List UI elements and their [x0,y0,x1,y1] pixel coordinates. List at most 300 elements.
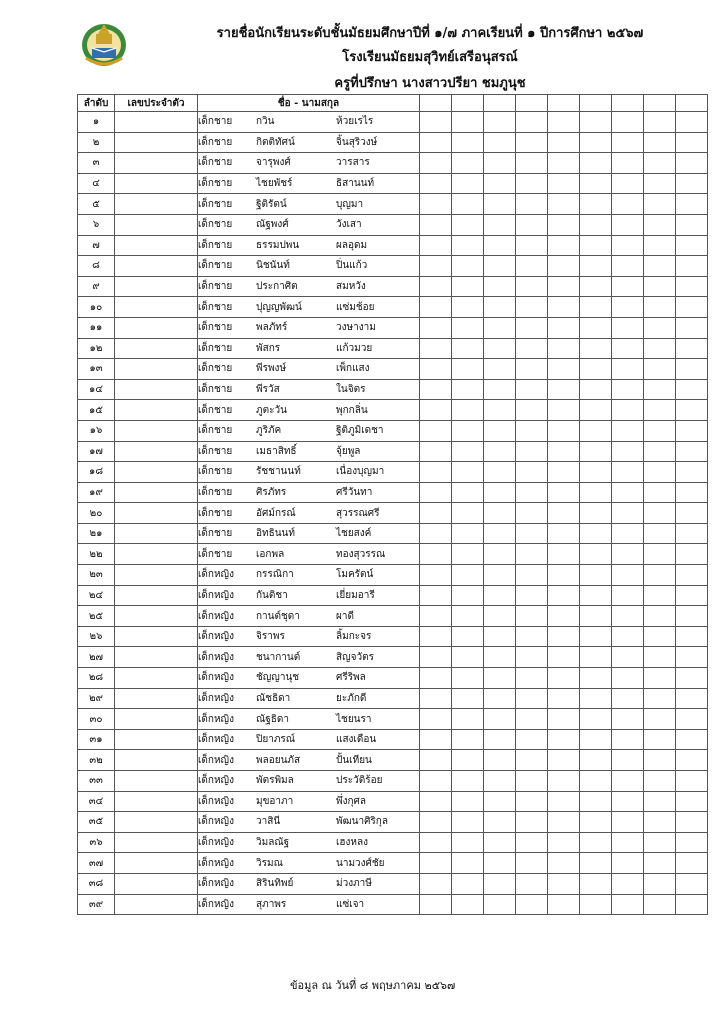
blank-cell [644,729,676,750]
blank-cell [452,482,484,503]
blank-cell [452,544,484,565]
blank-cell [420,503,452,524]
student-name-cell [198,379,420,400]
row-number: ๒๑ [78,523,115,544]
blank-cell [484,688,516,709]
blank-column-header [452,95,484,112]
blank-cell [676,317,708,338]
blank-cell [452,276,484,297]
blank-cell [644,750,676,771]
row-number: ๑๕ [78,400,115,421]
student-title: เด็กหญิง [198,775,234,787]
student-id-cell [115,812,198,833]
student-last-name: พัฒนาศิริกุล [336,816,388,828]
blank-cell [580,709,612,730]
blank-cell [484,647,516,668]
blank-cell [516,317,548,338]
row-number: ๑๘ [78,462,115,483]
table-row [78,400,708,421]
blank-cell [612,214,644,235]
blank-cell [452,173,484,194]
student-id-cell [115,462,198,483]
blank-cell [452,709,484,730]
student-id-cell [115,791,198,812]
student-first-name: ภูริภัค [256,425,282,437]
blank-cell [516,729,548,750]
student-title: เด็กชาย [198,363,233,375]
blank-cell [548,626,580,647]
student-last-name: ผาดี [336,610,354,622]
student-last-name: ศรีริพล [336,672,366,684]
student-title: เด็กชาย [198,322,233,334]
blank-cell [420,894,452,915]
blank-cell [420,173,452,194]
blank-cell [676,771,708,792]
student-title: เด็กหญิง [198,857,234,869]
row-number: ๑๑ [78,317,115,338]
blank-cell [420,256,452,277]
blank-cell [676,235,708,256]
blank-cell [548,338,580,359]
blank-cell [420,709,452,730]
blank-cell [452,359,484,380]
blank-cell [612,565,644,586]
blank-cell [644,585,676,606]
blank-cell [580,771,612,792]
blank-cell [452,112,484,133]
blank-cell [484,832,516,853]
blank-cell [644,338,676,359]
blank-cell [580,585,612,606]
student-first-name: กานต์ชุดา [256,610,300,622]
blank-cell [580,812,612,833]
blank-cell [484,585,516,606]
blank-cell [676,503,708,524]
blank-cell [516,606,548,627]
student-title: เด็กชาย [198,404,233,416]
blank-cell [420,359,452,380]
row-number: ๓๔ [78,791,115,812]
table-row [78,626,708,647]
student-id-cell [115,338,198,359]
blank-cell [420,544,452,565]
table-row [78,647,708,668]
blank-cell [612,297,644,318]
student-title: เด็กหญิง [198,878,234,890]
row-number: ๓๒ [78,750,115,771]
student-roster-table [77,94,708,915]
student-first-name: สิรินทิพย์ [256,878,294,890]
col-header-number: ลำดับ [78,95,115,112]
student-title: เด็กหญิง [198,837,234,849]
blank-cell [484,606,516,627]
blank-cell [612,235,644,256]
student-first-name: ณัฐธิดา [256,713,290,725]
blank-cell [516,235,548,256]
blank-cell [484,173,516,194]
blank-column-header [516,95,548,112]
blank-cell [484,894,516,915]
student-title: เด็กหญิง [198,610,234,622]
student-name-cell [198,317,420,338]
blank-cell [452,606,484,627]
table-row [78,750,708,771]
row-number: ๑ [78,112,115,133]
blank-cell [420,585,452,606]
blank-cell [484,503,516,524]
blank-cell [484,400,516,421]
blank-cell [484,853,516,874]
student-name-cell [198,709,420,730]
student-id-cell [115,832,198,853]
row-number: ๓ [78,153,115,174]
student-title: เด็กชาย [198,301,233,313]
student-first-name: ศิรภัทร [256,486,287,498]
student-last-name: จุ้ยพูล [336,445,361,457]
blank-cell [580,420,612,441]
blank-cell [644,709,676,730]
student-title: เด็กชาย [198,136,233,148]
blank-column-header [676,95,708,112]
blank-cell [644,112,676,133]
student-last-name: ปั้นเทียน [336,754,372,766]
student-last-name: แซ่มช้อย [336,301,375,313]
student-title: เด็กหญิง [198,672,234,684]
row-number: ๑๗ [78,441,115,462]
table-row [78,668,708,689]
blank-cell [516,771,548,792]
blank-cell [580,503,612,524]
row-number: ๒๙ [78,688,115,709]
blank-cell [548,709,580,730]
row-number: ๑๔ [78,379,115,400]
blank-cell [548,462,580,483]
blank-cell [452,379,484,400]
blank-cell [420,112,452,133]
table-row [78,832,708,853]
student-id-cell [115,544,198,565]
student-name-cell [198,873,420,894]
blank-cell [644,359,676,380]
student-name-cell [198,359,420,380]
data-date-footer: ข้อมูล ณ วันที่ ๘ พฤษภาคม ๒๕๖๗ [290,979,456,992]
student-last-name: ทองสุวรรณ [336,548,386,560]
blank-cell [612,482,644,503]
blank-cell [484,441,516,462]
blank-cell [516,153,548,174]
student-last-name: ไชยสงค์ [336,528,372,540]
table-row [78,729,708,750]
blank-cell [420,626,452,647]
student-name-cell [198,523,420,544]
blank-cell [676,812,708,833]
blank-cell [516,420,548,441]
blank-cell [420,214,452,235]
blank-cell [644,647,676,668]
student-id-cell [115,750,198,771]
school-name: โรงเรียนมัธยมสุวิทย์เสรีอนุสรณ์ [342,50,518,65]
student-last-name: ฐิติภูมิเดชา [336,425,384,437]
student-last-name: พึ่งกุศล [336,795,367,807]
blank-cell [484,359,516,380]
blank-cell [612,544,644,565]
blank-cell [548,379,580,400]
blank-cell [420,647,452,668]
student-id-cell [115,112,198,133]
blank-cell [676,750,708,771]
student-id-cell [115,709,198,730]
student-title: เด็กชาย [198,281,233,293]
blank-cell [516,359,548,380]
student-name-cell [198,173,420,194]
blank-cell [452,688,484,709]
student-id-cell [115,276,198,297]
table-row [78,503,708,524]
blank-cell [580,894,612,915]
blank-cell [644,194,676,215]
blank-cell [548,503,580,524]
row-number: ๒๘ [78,668,115,689]
table-row [78,791,708,812]
student-first-name: จารุพงศ์ [256,157,291,169]
student-title: เด็กชาย [198,342,233,354]
student-name-cell [198,400,420,421]
blank-cell [452,626,484,647]
blank-cell [516,462,548,483]
blank-cell [420,873,452,894]
blank-cell [580,256,612,277]
blank-cell [516,194,548,215]
student-title: เด็กชาย [198,260,233,272]
blank-cell [612,873,644,894]
student-title: เด็กชาย [198,528,233,540]
blank-cell [452,194,484,215]
blank-cell [548,276,580,297]
student-name-cell [198,441,420,462]
row-number: ๑๖ [78,420,115,441]
blank-cell [420,297,452,318]
blank-cell [548,132,580,153]
blank-cell [516,276,548,297]
student-last-name: โมครัตน์ [336,569,374,581]
blank-cell [676,462,708,483]
student-id-cell [115,153,198,174]
student-first-name: พลภัทร์ [256,322,288,334]
blank-cell [612,194,644,215]
student-first-name: ปุญญพัฒน์ [256,301,302,313]
student-first-name: กวิน [256,116,275,128]
blank-cell [548,441,580,462]
student-id-cell [115,853,198,874]
table-row [78,276,708,297]
student-last-name: เนื่องบุญมา [336,466,385,478]
student-first-name: วิมลณัฐ [256,837,290,849]
blank-cell [580,729,612,750]
blank-cell [644,771,676,792]
student-first-name: ฐิติรัตน์ [256,198,287,210]
blank-cell [644,214,676,235]
student-first-name: ธรรมปพน [256,239,300,251]
table-row [78,194,708,215]
blank-cell [452,668,484,689]
blank-cell [676,420,708,441]
student-name-cell [198,420,420,441]
blank-cell [612,894,644,915]
table-row [78,709,708,730]
document-title: รายชื่อนักเรียนระดับชั้นมัธยมศึกษาปีที่ ๑/๗ ภาคเรียนที่ ๑ ปีการศึกษา ๒๕๖๗ [216,26,644,41]
blank-cell [420,276,452,297]
blank-cell [580,194,612,215]
student-name-cell [198,832,420,853]
student-name-cell [198,626,420,647]
blank-cell [676,276,708,297]
student-title: เด็กชาย [198,384,233,396]
student-title: เด็กชาย [198,486,233,498]
blank-cell [612,750,644,771]
blank-cell [516,400,548,421]
blank-cell [484,729,516,750]
row-number: ๕ [78,194,115,215]
student-name-cell [198,565,420,586]
student-last-name: ไชยนรา [336,713,372,725]
row-number: ๒๒ [78,544,115,565]
blank-cell [548,153,580,174]
blank-cell [484,276,516,297]
blank-cell [580,565,612,586]
blank-cell [452,420,484,441]
student-name-cell [198,729,420,750]
col-header-student-id: เลขประจำตัว [115,95,198,112]
student-name-cell [198,606,420,627]
student-name-cell [198,276,420,297]
student-id-cell [115,441,198,462]
blank-cell [452,338,484,359]
blank-cell [484,709,516,730]
blank-cell [548,688,580,709]
student-last-name: จิ้นสุริวงษ์ [336,136,378,148]
student-first-name: ภูตะวัน [256,404,287,416]
student-first-name: วิรมณ [256,857,283,869]
student-id-cell [115,214,198,235]
blank-cell [612,523,644,544]
student-id-cell [115,379,198,400]
blank-cell [452,400,484,421]
blank-cell [644,626,676,647]
blank-cell [420,565,452,586]
blank-cell [420,668,452,689]
blank-cell [644,256,676,277]
student-name-cell [198,194,420,215]
table-row [78,812,708,833]
blank-cell [452,153,484,174]
blank-cell [676,297,708,318]
blank-cell [452,832,484,853]
blank-cell [516,441,548,462]
student-title: เด็กชาย [198,445,233,457]
student-title: เด็กหญิง [198,734,234,746]
blank-cell [644,482,676,503]
blank-cell [516,256,548,277]
blank-cell [548,214,580,235]
student-last-name: เยี่ยมอารี [336,589,375,601]
advisor-name: ครูที่ปรึกษา นางสาวปรียา ชมภูนุช [334,76,526,91]
student-id-cell [115,565,198,586]
blank-cell [548,832,580,853]
row-number: ๓๑ [78,729,115,750]
blank-cell [612,585,644,606]
blank-cell [676,173,708,194]
blank-cell [644,276,676,297]
blank-cell [676,379,708,400]
blank-cell [484,112,516,133]
blank-cell [580,112,612,133]
blank-cell [612,276,644,297]
student-title: เด็กชาย [198,548,233,560]
blank-cell [452,812,484,833]
student-name-cell [198,153,420,174]
row-number: ๒๖ [78,626,115,647]
student-first-name: เอกพล [256,548,285,560]
blank-cell [676,256,708,277]
student-name-cell [198,462,420,483]
blank-cell [644,462,676,483]
blank-cell [452,462,484,483]
student-id-cell [115,606,198,627]
blank-cell [452,647,484,668]
student-last-name: ประวัติร้อย [336,775,383,787]
blank-cell [420,317,452,338]
table-row [78,379,708,400]
student-id-cell [115,771,198,792]
student-first-name: พัตรพิมล [256,775,294,787]
student-first-name: กรรณิกา [256,569,294,581]
blank-cell [644,606,676,627]
student-name-cell [198,544,420,565]
blank-cell [484,194,516,215]
blank-column-header [484,95,516,112]
blank-cell [548,812,580,833]
student-last-name: ลิ้มกะจร [336,631,372,643]
blank-cell [452,235,484,256]
table-row [78,173,708,194]
blank-cell [452,585,484,606]
blank-cell [516,750,548,771]
student-first-name: ประกาศิต [256,281,298,293]
blank-cell [644,832,676,853]
blank-cell [484,750,516,771]
blank-cell [484,626,516,647]
student-first-name: มุขอาภา [256,795,294,807]
blank-cell [644,668,676,689]
blank-cell [676,832,708,853]
student-title: เด็กหญิง [198,692,234,704]
table-row [78,482,708,503]
student-id-cell [115,523,198,544]
blank-cell [580,482,612,503]
blank-cell [676,853,708,874]
blank-cell [580,523,612,544]
table-row [78,606,708,627]
blank-cell [644,565,676,586]
blank-cell [548,668,580,689]
blank-cell [452,214,484,235]
blank-cell [676,709,708,730]
table-row [78,565,708,586]
student-first-name: พีรพงษ์ [256,363,287,375]
row-number: ๑๙ [78,482,115,503]
table-row [78,317,708,338]
student-id-cell [115,235,198,256]
